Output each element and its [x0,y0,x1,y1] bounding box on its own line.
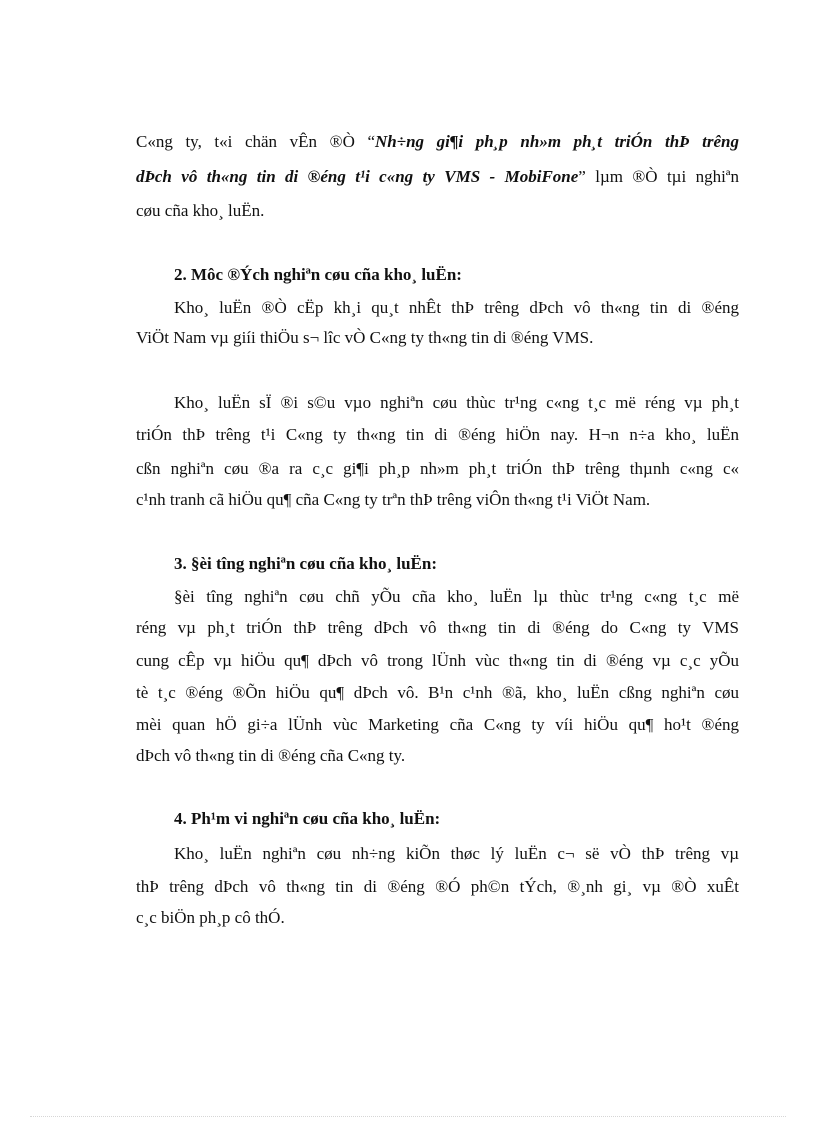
section-2-heading: 2. Môc ®Ých nghiªn cøu cña kho¸ luËn: [174,265,462,284]
paragraph-line: dÞch vô th«ng tin di ®éng cña C«ng ty. [136,746,406,765]
paragraph-line: c¹nh tranh cã hiÖu qu¶ cña C«ng ty trªn thÞ trêng viÔn th«ng t¹i ViÖt Nam. [136,490,651,509]
section-3-heading: 3. §èi tîng nghiªn cøu cña kho¸ luËn: [174,554,437,573]
intro-line-2 [136,165,739,189]
intro-line-1 [136,130,739,154]
paragraph-line: mèi quan hÖ gi÷a lÜnh vùc Marketing cña C«ng ty víi hiÖu qu¶ ho¹t ®éng [136,715,739,734]
paragraph-line: thÞ trêng dÞch vô th«ng tin di ®éng ®Ó ph©n tÝch, ®¸nh gi¸ vµ ®Ò xuÊt [136,877,739,896]
paragraph-line: tè t¸c ®éng ®Õn hiÖu qu¶ dÞch vô. B¹n c¹nh ®ã, kho¸ luËn cßng nghiªn cøu [136,683,739,702]
thesis-title: Nh÷ng gi¶i ph¸p nh»m ph¸t triÓn thÞ trêng [375,132,739,151]
intro-line-3: cøu cña kho¸ luËn. [136,201,265,220]
paragraph-line: cung cÊp vµ hiÖu qu¶ dÞch vô trong lÜnh vùc th«ng tin di ®éng vµ c¸c yÕu [136,651,739,670]
page-bottom-rule [30,1116,786,1117]
paragraph-line: §èi tîng nghiªn cøu chñ yÕu cña kho¸ luËn lµ thùc tr¹ng c«ng t¸c më [174,587,739,606]
paragraph-line: cßn nghiªn cøu ®a ra c¸c gi¶i ph¸p nh»m ph¸t triÓn thÞ trêng thµnh c«ng c« [136,459,739,478]
thesis-title: dÞch vô th«ng tin di ®éng t¹i c«ng ty VMS - MobiFone [136,167,579,186]
paragraph-line: Kho¸ luËn ®Ò cËp kh¸i qu¸t nhÊt thÞ trêng dÞch vô th«ng tin di ®éng [174,298,739,317]
section-4-heading: 4. Ph¹m vi nghiªn cøu cña kho¸ luËn: [174,809,441,828]
intro-text: ” lµm ®Ò tµi nghiªn [578,167,739,186]
paragraph-line: c¸c biÖn ph¸p cô thÓ. [136,908,285,927]
paragraph-line: réng vµ ph¸t triÓn thÞ trêng dÞch vô th«ng tin di ®éng do C«ng ty VMS [136,618,739,637]
paragraph-line: Kho¸ luËn nghiªn cøu nh÷ng kiÕn thøc lý luËn c¬ së vÒ thÞ trêng vµ [174,844,739,863]
intro-text: C«ng ty, t«i chän vÊn ®Ò “ [136,132,376,151]
paragraph-line: Kho¸ luËn sÏ ®i s©u vµo nghiªn cøu thùc tr¹ng c«ng t¸c më réng vµ ph¸t [174,393,739,412]
paragraph-line: triÓn thÞ trêng t¹i C«ng ty th«ng tin di ®éng hiÖn nay. H¬n n÷a kho¸ luËn [136,425,739,444]
paragraph-line: ViÖt Nam vµ giíi thiÖu s¬ lîc vÒ C«ng ty th«ng tin di ®éng VMS. [136,328,594,347]
